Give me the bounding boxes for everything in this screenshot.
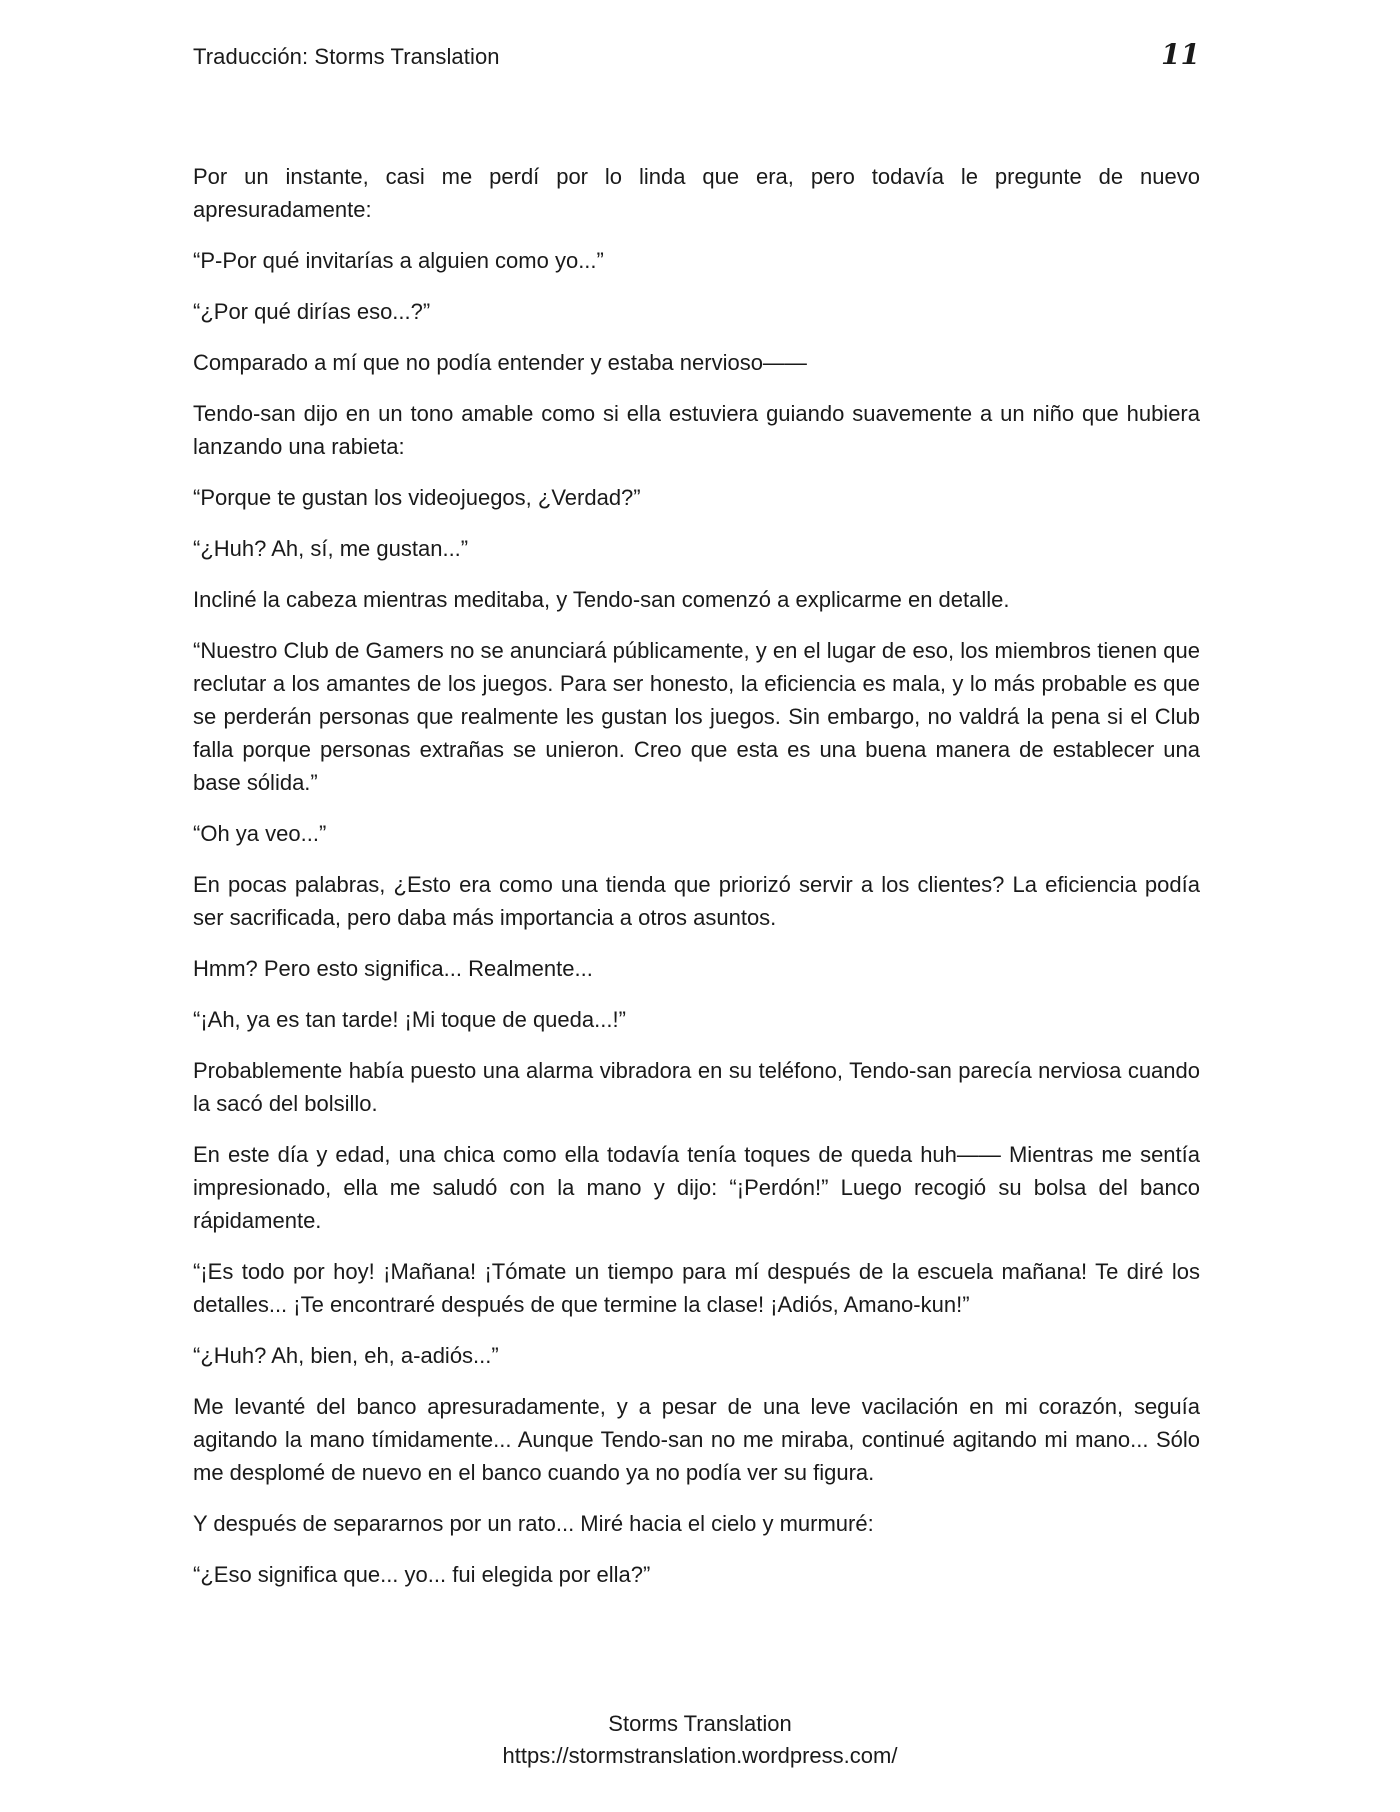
- header-title: Traducción: Storms Translation: [193, 44, 500, 69]
- paragraph: Por un instante, casi me perdí por lo linda que era, pero todavía le pregunte de nuevo apresuradamente:: [193, 164, 1200, 222]
- paragraph: “¡Ah, ya es tan tarde! ¡Mi toque de queda...!”: [193, 1007, 626, 1032]
- paragraph: “P-Por qué invitarías a alguien como yo...”: [193, 248, 604, 273]
- paragraph: “Porque te gustan los videojuegos, ¿Verdad?”: [193, 485, 641, 510]
- paragraph: “¿Huh? Ah, bien, eh, a-adiós...”: [193, 1343, 499, 1368]
- body-text: [193, 160, 1200, 1609]
- paragraph: Probablemente había puesto una alarma vibradora en su teléfono, Tendo-san parecía nerviosa cuando la sacó del bolsillo.: [193, 1058, 1200, 1116]
- paragraph: En este día y edad, una chica como ella todavía tenía toques de queda huh—— Mientras me sentía impresionado, ella me saludó con la mano y dijo: “¡Perdón!” Luego recogió su bolsa del banco rápidamente.: [193, 1142, 1200, 1233]
- paragraph: “Nuestro Club de Gamers no se anunciará públicamente, y en el lugar de eso, los miembros tienen que reclutar a los amantes de los juegos. Para ser honesto, la eficiencia es mala, y lo más probable es que se perderán personas que realmente les gustan los juegos. Sin embargo, no valdrá la pena si el Club falla porque personas extrañas se unieron. Creo que esta es una buena manera de establecer una base sólida.”: [193, 638, 1200, 795]
- paragraph: Me levanté del banco apresuradamente, y a pesar de una leve vacilación en mi corazón, seguía agitando la mano tímidamente... Aunque Tendo-san no me miraba, continué agitando mi mano... Sólo me desplomé de nuevo en el banco cuando ya no podía ver su figura.: [193, 1394, 1200, 1485]
- paragraph: “¿Por qué dirías eso...?”: [193, 299, 431, 324]
- paragraph: En pocas palabras, ¿Esto era como una tienda que priorizó servir a los clientes? La eficiencia podía ser sacrificada, pero daba más importancia a otros asuntos.: [193, 872, 1200, 930]
- page-number: 11: [1161, 38, 1200, 71]
- paragraph: Hmm? Pero esto significa... Realmente...: [193, 956, 593, 981]
- paragraph: “Oh ya veo...”: [193, 821, 327, 846]
- paragraph: Incliné la cabeza mientras meditaba, y Tendo-san comenzó a explicarme en detalle.: [193, 587, 1010, 612]
- paragraph: “¡Es todo por hoy! ¡Mañana! ¡Tómate un tiempo para mí después de la escuela mañana! Te diré los detalles... ¡Te encontraré después de que termine la clase! ¡Adiós, Amano-kun!”: [193, 1259, 1200, 1317]
- footer-site-name: Storms Translation: [608, 1711, 792, 1736]
- paragraph: Comparado a mí que no podía entender y estaba nervioso——: [193, 350, 807, 375]
- paragraph: “¿Huh? Ah, sí, me gustan...”: [193, 536, 469, 561]
- paragraph: “¿Eso significa que... yo... fui elegida por ella?”: [193, 1562, 651, 1587]
- footer-url: https://stormstranslation.wordpress.com/: [502, 1743, 898, 1768]
- page-footer: [0, 1708, 1400, 1772]
- paragraph: Y después de separarnos por un rato... Miré hacia el cielo y murmuré:: [193, 1511, 874, 1536]
- page-header: [193, 38, 1200, 78]
- paragraph: Tendo-san dijo en un tono amable como si ella estuviera guiando suavemente a un niño que hubiera lanzando una rabieta:: [193, 401, 1200, 459]
